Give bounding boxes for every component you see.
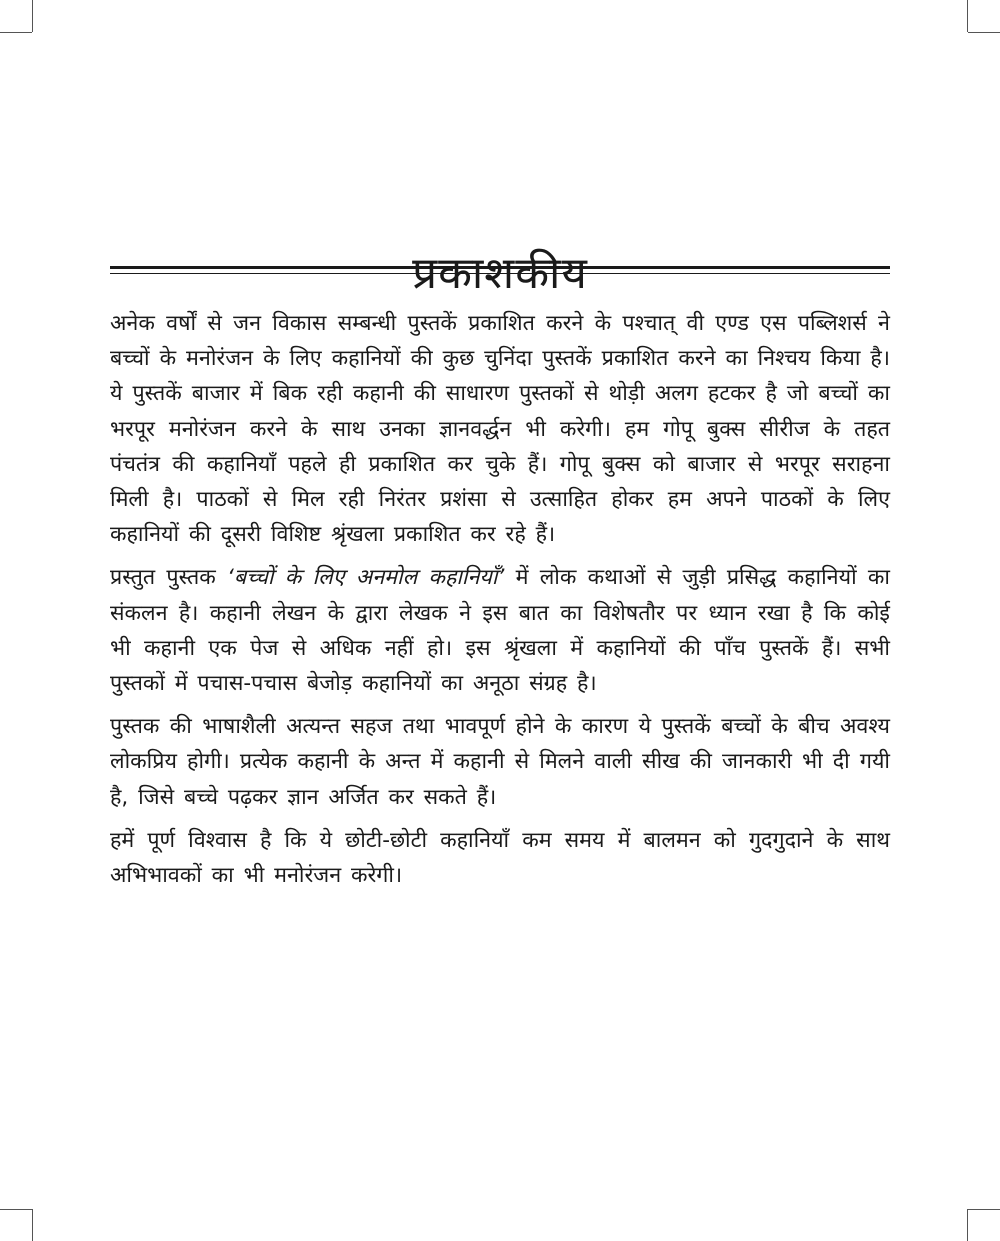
crop-mark-bottom-right-h xyxy=(968,1209,1000,1210)
paragraph-2 xyxy=(110,560,890,701)
body-text xyxy=(110,306,890,901)
paragraph-2-after: में लोक कथाओं से जुड़ी प्रसिद्ध कहानियों का संकलन है। कहानी लेखन के द्वारा लेखक ने इस बात का विशेषतौर पर ध्यान रखा है कि कोई भी कहानी एक पेज से अधिक नहीं हो। इस श्रृंखला में कहानियों की पाँच पुस्तकें हैं। सभी पुस्तकों में पचास-पचास बेजोड़ कहानियों का अनूठा संग्रह है। xyxy=(110,565,890,697)
book-title-emphasis: ‘बच्चों के लिए अनमोल कहानियाँ’ xyxy=(227,565,505,591)
crop-mark-bottom-left xyxy=(32,1209,33,1241)
crop-mark-bottom-left-h xyxy=(0,1209,32,1210)
crop-mark-top-left-h xyxy=(0,32,32,33)
paragraph-3: पुस्तक की भाषाशैली अत्यन्त सहज तथा भावपूर्ण होने के कारण ये पुस्तकें बच्चों के बीच अवश्य लोकप्रिय होगी। प्रत्येक कहानी के अन्त में कहानी से मिलने वाली सीख की जानकारी भी दी गयी है, जिसे बच्चे पढ़कर ज्ञान अर्जित कर सकते हैं। xyxy=(110,714,890,810)
crop-mark-top-left xyxy=(32,0,33,32)
crop-mark-top-right-h xyxy=(968,32,1000,33)
title-rule-thin xyxy=(110,273,890,274)
crop-mark-bottom-right xyxy=(967,1209,968,1241)
title-rule-thick xyxy=(110,266,890,269)
page-title xyxy=(110,241,890,301)
paragraph-2-before: प्रस्तुत पुस्तक xyxy=(110,565,227,591)
crop-mark-top-right xyxy=(967,0,968,32)
paragraph-1: अनेक वर्षों से जन विकास सम्बन्धी पुस्तकें प्रकाशित करने के पश्चात् वी एण्ड एस पब्लिशर्स ने बच्चों के मनोरंजन के लिए कहानियों की कुछ चुनिंदा पुस्तकें प्रकाशित करने का निश्चय किया है। ये पुस्तकें बाजार में बिक रही कहानी की साधारण पुस्तकों से थोड़ी अलग हटकर है जो बच्चों का भरपूर मनोरंजन करने के साथ उनका ज्ञानवर्द्धन भी करेगी। हम गोपू बुक्स सीरीज के तहत पंचतंत्र की कहानियाँ पहले ही प्रकाशित कर चुके हैं। गोपू बुक्स को बाजार से भरपूर सराहना मिली है। पाठकों से मिल रही निरंतर प्रशंसा से उत्साहित होकर हम अपने पाठकों के लिए कहानियों की दूसरी विशिष्ट श्रृंखला प्रकाशित कर रहे हैं। xyxy=(110,311,890,548)
paragraph-4: हमें पूर्ण विश्वास है कि ये छोटी-छोटी कहानियाँ कम समय में बालमन को गुदगुदाने के साथ अभिभावकों का भी मनोरंजन करेगी। xyxy=(110,827,890,889)
